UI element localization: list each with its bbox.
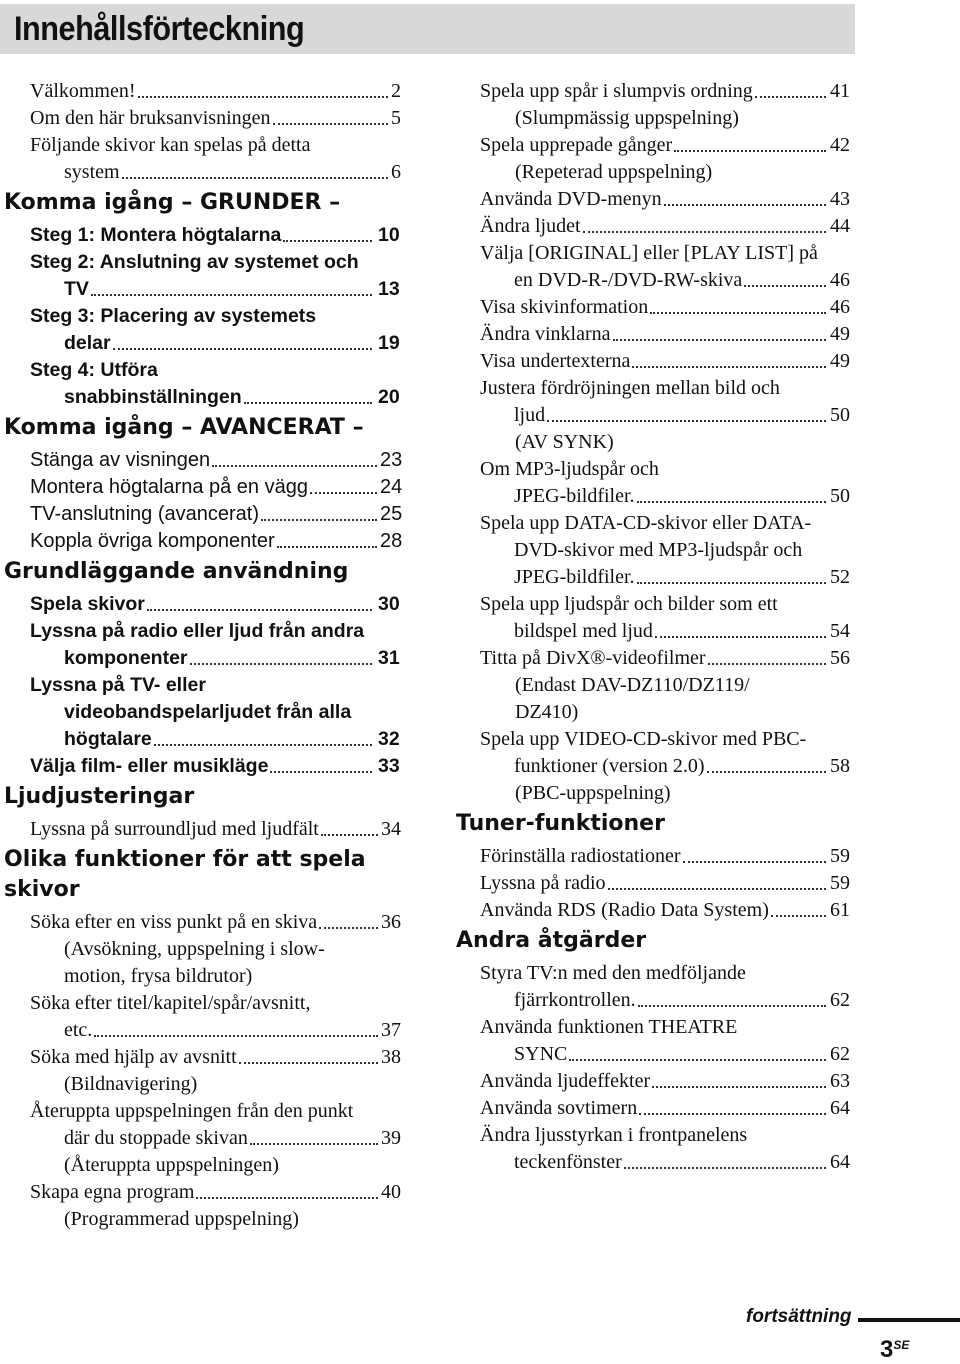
entry-line: Steg 3: Placering av systemets	[30, 305, 317, 327]
toc-entry	[0, 357, 410, 411]
dot-leader	[321, 834, 378, 836]
entry-line: Justera fördröjningen mellan bild och	[480, 377, 780, 399]
entry-title: Visa skivinformation	[480, 296, 649, 318]
page-ref: 6	[391, 161, 401, 183]
toc-entry	[0, 249, 410, 303]
page-ref: 34	[381, 818, 401, 840]
entry-line: videobandspelarljudet från alla	[64, 701, 352, 723]
section-heading: Komma igång – AVANCERAT –	[4, 415, 364, 440]
toc-entry	[452, 186, 862, 213]
page-ref: 5	[391, 107, 401, 129]
page-ref: 63	[830, 1070, 850, 1092]
toc-entry	[0, 753, 410, 780]
toc-entry	[452, 78, 862, 105]
toc-entry	[0, 528, 410, 555]
page-ref: 54	[830, 620, 850, 642]
page-ref: 46	[830, 296, 850, 318]
toc-entry	[452, 510, 862, 591]
dot-leader	[664, 204, 826, 206]
entry-line: Steg 4: Utföra	[30, 359, 158, 381]
page-ref: 62	[830, 989, 850, 1011]
page-ref: 42	[830, 134, 850, 156]
entry-title: SYNC	[514, 1043, 568, 1065]
page-ref: 31	[378, 647, 400, 669]
entry-line: Följande skivor kan spelas på detta	[30, 134, 311, 156]
dot-leader	[637, 501, 826, 503]
dot-leader	[674, 150, 826, 152]
dot-leader	[583, 231, 826, 233]
dot-leader	[212, 465, 377, 467]
entry-line: Använda funktionen THEATRE	[480, 1016, 738, 1038]
section-heading: Olika funktioner för att spela skivor	[4, 847, 366, 902]
page-ref: 62	[830, 1043, 850, 1065]
toc-entry	[452, 1068, 862, 1095]
page-ref: 58	[830, 755, 850, 777]
entry-line: Lyssna på radio eller ljud från andra	[30, 620, 365, 642]
toc-entry	[452, 1095, 862, 1122]
dot-leader	[650, 312, 826, 314]
page-ref: 50	[830, 404, 850, 426]
toc-entry	[0, 591, 410, 618]
entry-line: (Endast DAV-DZ110/DZ119/	[515, 674, 750, 696]
entry-line: (Återuppta uppspelningen)	[64, 1154, 279, 1176]
entry-title: Om den här bruksanvisningen	[30, 107, 271, 129]
toc-entry	[0, 909, 410, 936]
section-heading: Tuner-funktioner	[456, 811, 665, 836]
entry-line: Spela upp VIDEO-CD-skivor med PBC-	[480, 728, 807, 750]
dot-leader	[638, 1005, 826, 1007]
entry-title: Välja film- eller musikläge	[30, 755, 269, 777]
entry-line: Lyssna på TV- eller	[30, 674, 206, 696]
page-ref: 10	[378, 224, 400, 246]
dot-leader	[91, 294, 372, 296]
entry-title: bildspel med ljud	[514, 620, 653, 642]
toc-entry	[452, 960, 862, 1014]
toc-entry	[0, 303, 410, 357]
dot-leader	[608, 888, 826, 890]
toc-entry	[0, 447, 410, 474]
entry-title: Titta på DivX®-videofilmer	[480, 647, 706, 669]
dot-leader	[239, 1062, 378, 1064]
dot-leader	[683, 861, 826, 863]
page-ref: 38	[381, 1046, 401, 1068]
entry-title: Förinställa radiostationer	[480, 845, 681, 867]
dot-leader	[244, 402, 372, 404]
entry-line: Spela upp DATA-CD-skivor eller DATA-	[480, 512, 812, 534]
page-ref: 49	[830, 323, 850, 345]
dot-leader	[707, 771, 826, 773]
toc-note	[452, 105, 862, 132]
entry-line: Spela upp ljudspår och bilder som ett	[480, 593, 778, 615]
toc-entry	[0, 1044, 410, 1071]
dot-leader	[250, 1143, 378, 1145]
toc-note	[452, 159, 862, 186]
entry-title: delar	[64, 332, 111, 354]
dot-leader	[138, 96, 388, 98]
page-ref: 37	[381, 1019, 401, 1041]
page-ref: 30	[378, 593, 400, 615]
entry-line: DZ410)	[515, 701, 579, 723]
page-ref: 41	[830, 80, 850, 102]
dot-leader	[94, 1035, 378, 1037]
dot-leader	[637, 582, 826, 584]
dot-leader	[547, 420, 826, 422]
dot-leader	[273, 123, 388, 125]
entry-title: Spela skivor	[30, 593, 145, 615]
continued-rule	[858, 1318, 960, 1322]
entry-line: (Bildnavigering)	[64, 1073, 198, 1095]
entry-line: (AV SYNK)	[515, 431, 614, 453]
entry-title: Använda sovtimern	[480, 1097, 638, 1119]
entry-line: Ändra ljusstyrkan i frontpanelens	[480, 1124, 748, 1146]
page-ref: 59	[830, 872, 850, 894]
dot-leader	[196, 1197, 378, 1199]
page-ref: 46	[830, 269, 850, 291]
entry-title: Stänga av visningen	[30, 449, 211, 471]
entry-title: Ändra vinklarna	[480, 323, 611, 345]
toc-note	[0, 936, 410, 990]
section-heading: Komma igång – GRUNDER –	[4, 190, 341, 215]
entry-line: (Programmerad uppspelning)	[64, 1208, 299, 1230]
page-ref: 32	[378, 728, 400, 750]
entry-title: JPEG-bildfiler.	[514, 485, 635, 507]
entry-title: Montera högtalarna på en vägg	[30, 476, 308, 498]
entry-line: (Repeterad uppspelning)	[515, 161, 713, 183]
entry-line: Välja [ORIGINAL] eller [PLAY LIST] på	[480, 242, 818, 264]
entry-line: Återuppta uppspelningen från den punkt	[30, 1100, 354, 1122]
page-ref: 28	[380, 530, 403, 552]
page-title: Innehållsförteckning	[14, 10, 305, 48]
toc-note	[452, 429, 862, 456]
entry-title: Spela upprepade gånger	[480, 134, 673, 156]
entry-title: JPEG-bildfiler.	[514, 566, 635, 588]
dot-leader	[277, 546, 377, 548]
entry-line: Söka efter titel/kapitel/spår/avsnitt,	[30, 992, 311, 1014]
entry-title: Koppla övriga komponenter	[30, 530, 275, 552]
toc-entry	[452, 1014, 862, 1068]
entry-line: Om MP3-ljudspår och	[480, 458, 659, 480]
toc-entry	[452, 843, 862, 870]
toc-note	[0, 1206, 410, 1233]
page-ref: 24	[380, 476, 403, 498]
page-ref: 2	[391, 80, 401, 102]
toc-entry	[0, 105, 410, 132]
dot-leader	[613, 339, 826, 341]
entry-title: Skapa egna program	[30, 1181, 195, 1203]
dot-leader	[708, 663, 826, 665]
entry-title: TV	[64, 278, 89, 300]
toc-entry	[452, 726, 862, 780]
page-ref: 39	[381, 1127, 401, 1149]
entry-title: system	[64, 161, 120, 183]
entry-title: Visa undertexterna	[480, 350, 631, 372]
entry-line: (PBC-uppspelning)	[515, 782, 671, 804]
toc-entry	[452, 294, 862, 321]
dot-leader	[113, 348, 372, 350]
entry-line: Styra TV:n med den medföljande	[480, 962, 746, 984]
toc-entry	[0, 501, 410, 528]
toc-column-right	[452, 78, 862, 1176]
section-heading: Grundläggande användning	[4, 559, 349, 584]
page-suffix: SE	[893, 1338, 910, 1352]
toc-entry	[452, 240, 862, 294]
page-ref: 23	[380, 449, 403, 471]
dot-leader	[319, 927, 378, 929]
page-ref: 49	[830, 350, 850, 372]
toc-entry	[452, 321, 862, 348]
entry-title: Söka med hjälp av avsnitt	[30, 1046, 237, 1068]
dot-leader	[655, 636, 826, 638]
page-ref: 25	[380, 503, 403, 525]
toc-entry	[0, 816, 410, 843]
entry-title: fjärrkontrollen.	[514, 989, 636, 1011]
page-ref: 64	[830, 1151, 850, 1173]
toc-note	[452, 780, 862, 807]
toc-note	[452, 672, 862, 726]
dot-leader	[190, 663, 372, 665]
entry-title: snabbinställningen	[64, 386, 242, 408]
entry-line: (Avsökning, uppspelning i slow-	[64, 938, 325, 960]
page-ref: 40	[381, 1181, 401, 1203]
title-bar	[0, 4, 855, 54]
toc-entry	[452, 456, 862, 510]
toc-entry	[452, 645, 862, 672]
page-ref: 19	[378, 332, 400, 354]
entry-title: högtalare	[64, 728, 152, 750]
entry-title: Lyssna på radio	[480, 872, 606, 894]
dot-leader	[652, 1086, 826, 1088]
entry-title: teckenfönster	[514, 1151, 622, 1173]
dot-leader	[569, 1059, 826, 1061]
section-heading: Ljudjusteringar	[4, 784, 195, 809]
toc-entry	[0, 474, 410, 501]
toc-entry	[0, 1179, 410, 1206]
entry-title: komponenter	[64, 647, 188, 669]
dot-leader	[744, 285, 826, 287]
toc-entry	[0, 1098, 410, 1152]
entry-title: Använda DVD-menyn	[480, 188, 662, 210]
entry-title: Välkommen!	[30, 80, 136, 102]
page-ref: 13	[378, 278, 400, 300]
entry-title: Steg 1: Montera högtalarna	[30, 224, 282, 246]
page-ref: 64	[830, 1097, 850, 1119]
dot-leader	[147, 609, 372, 611]
toc-entry	[452, 132, 862, 159]
page-ref: 20	[378, 386, 400, 408]
entry-title: funktioner (version 2.0)	[514, 755, 705, 777]
entry-line: motion, frysa bildrutor)	[64, 965, 253, 987]
dot-leader	[154, 744, 372, 746]
entry-line: Steg 2: Anslutning av systemet och	[30, 251, 359, 273]
entry-title: TV-anslutning (avancerat)	[30, 503, 260, 525]
toc-entry	[0, 132, 410, 186]
toc-entry	[0, 990, 410, 1044]
section-heading: Andra åtgärder	[456, 928, 647, 953]
entry-title: ljud	[514, 404, 546, 426]
entry-line: (Slumpmässig uppspelning)	[515, 107, 739, 129]
dot-leader	[310, 492, 377, 494]
toc-entry	[0, 222, 410, 249]
dot-leader	[122, 177, 388, 179]
page-ref: 56	[830, 647, 850, 669]
toc-note	[0, 1152, 410, 1179]
entry-title: Använda RDS (Radio Data System)	[480, 899, 769, 921]
toc-entry	[452, 1122, 862, 1176]
entry-title: Använda ljudeffekter	[480, 1070, 651, 1092]
toc-note	[0, 1071, 410, 1098]
page-ref: 33	[378, 755, 400, 777]
continued-label: fortsättning	[746, 1306, 852, 1327]
dot-leader	[632, 366, 826, 368]
entry-title: etc.	[64, 1019, 93, 1041]
page-ref: 36	[381, 911, 401, 933]
page-ref: 44	[830, 215, 850, 237]
page-ref: 61	[830, 899, 850, 921]
page-ref: 43	[830, 188, 850, 210]
entry-title: Ändra ljudet	[480, 215, 581, 237]
dot-leader	[755, 96, 826, 98]
toc-entry	[452, 897, 862, 924]
entry-title: där du stoppade skivan	[64, 1127, 248, 1149]
entry-title: Lyssna på surroundljud med ljudfält	[30, 818, 319, 840]
dot-leader	[261, 519, 377, 521]
page-number: $3^{SE}$	[880, 1336, 910, 1363]
dot-leader	[639, 1113, 826, 1115]
toc-entry	[0, 672, 410, 753]
toc-entry	[452, 870, 862, 897]
toc-entry	[452, 375, 862, 429]
toc-entry	[452, 591, 862, 645]
dot-leader	[624, 1167, 826, 1169]
page-ref: 59	[830, 845, 850, 867]
entry-title: en DVD-R-/DVD-RW-skiva	[514, 269, 743, 291]
dot-leader	[270, 771, 372, 773]
dot-leader	[283, 240, 372, 242]
entry-line: DVD-skivor med MP3-ljudspår och	[514, 539, 803, 561]
toc-entry	[452, 213, 862, 240]
page-ref: 50	[830, 485, 850, 507]
toc-entry	[0, 78, 410, 105]
entry-title: Spela upp spår i slumpvis ordning	[480, 80, 753, 102]
dot-leader	[771, 915, 826, 917]
entry-title: Söka efter en viss punkt på en skiva	[30, 911, 318, 933]
toc-entry	[452, 348, 862, 375]
page-ref: 52	[830, 566, 850, 588]
toc-entry	[0, 618, 410, 672]
toc-column-left	[0, 78, 410, 1233]
